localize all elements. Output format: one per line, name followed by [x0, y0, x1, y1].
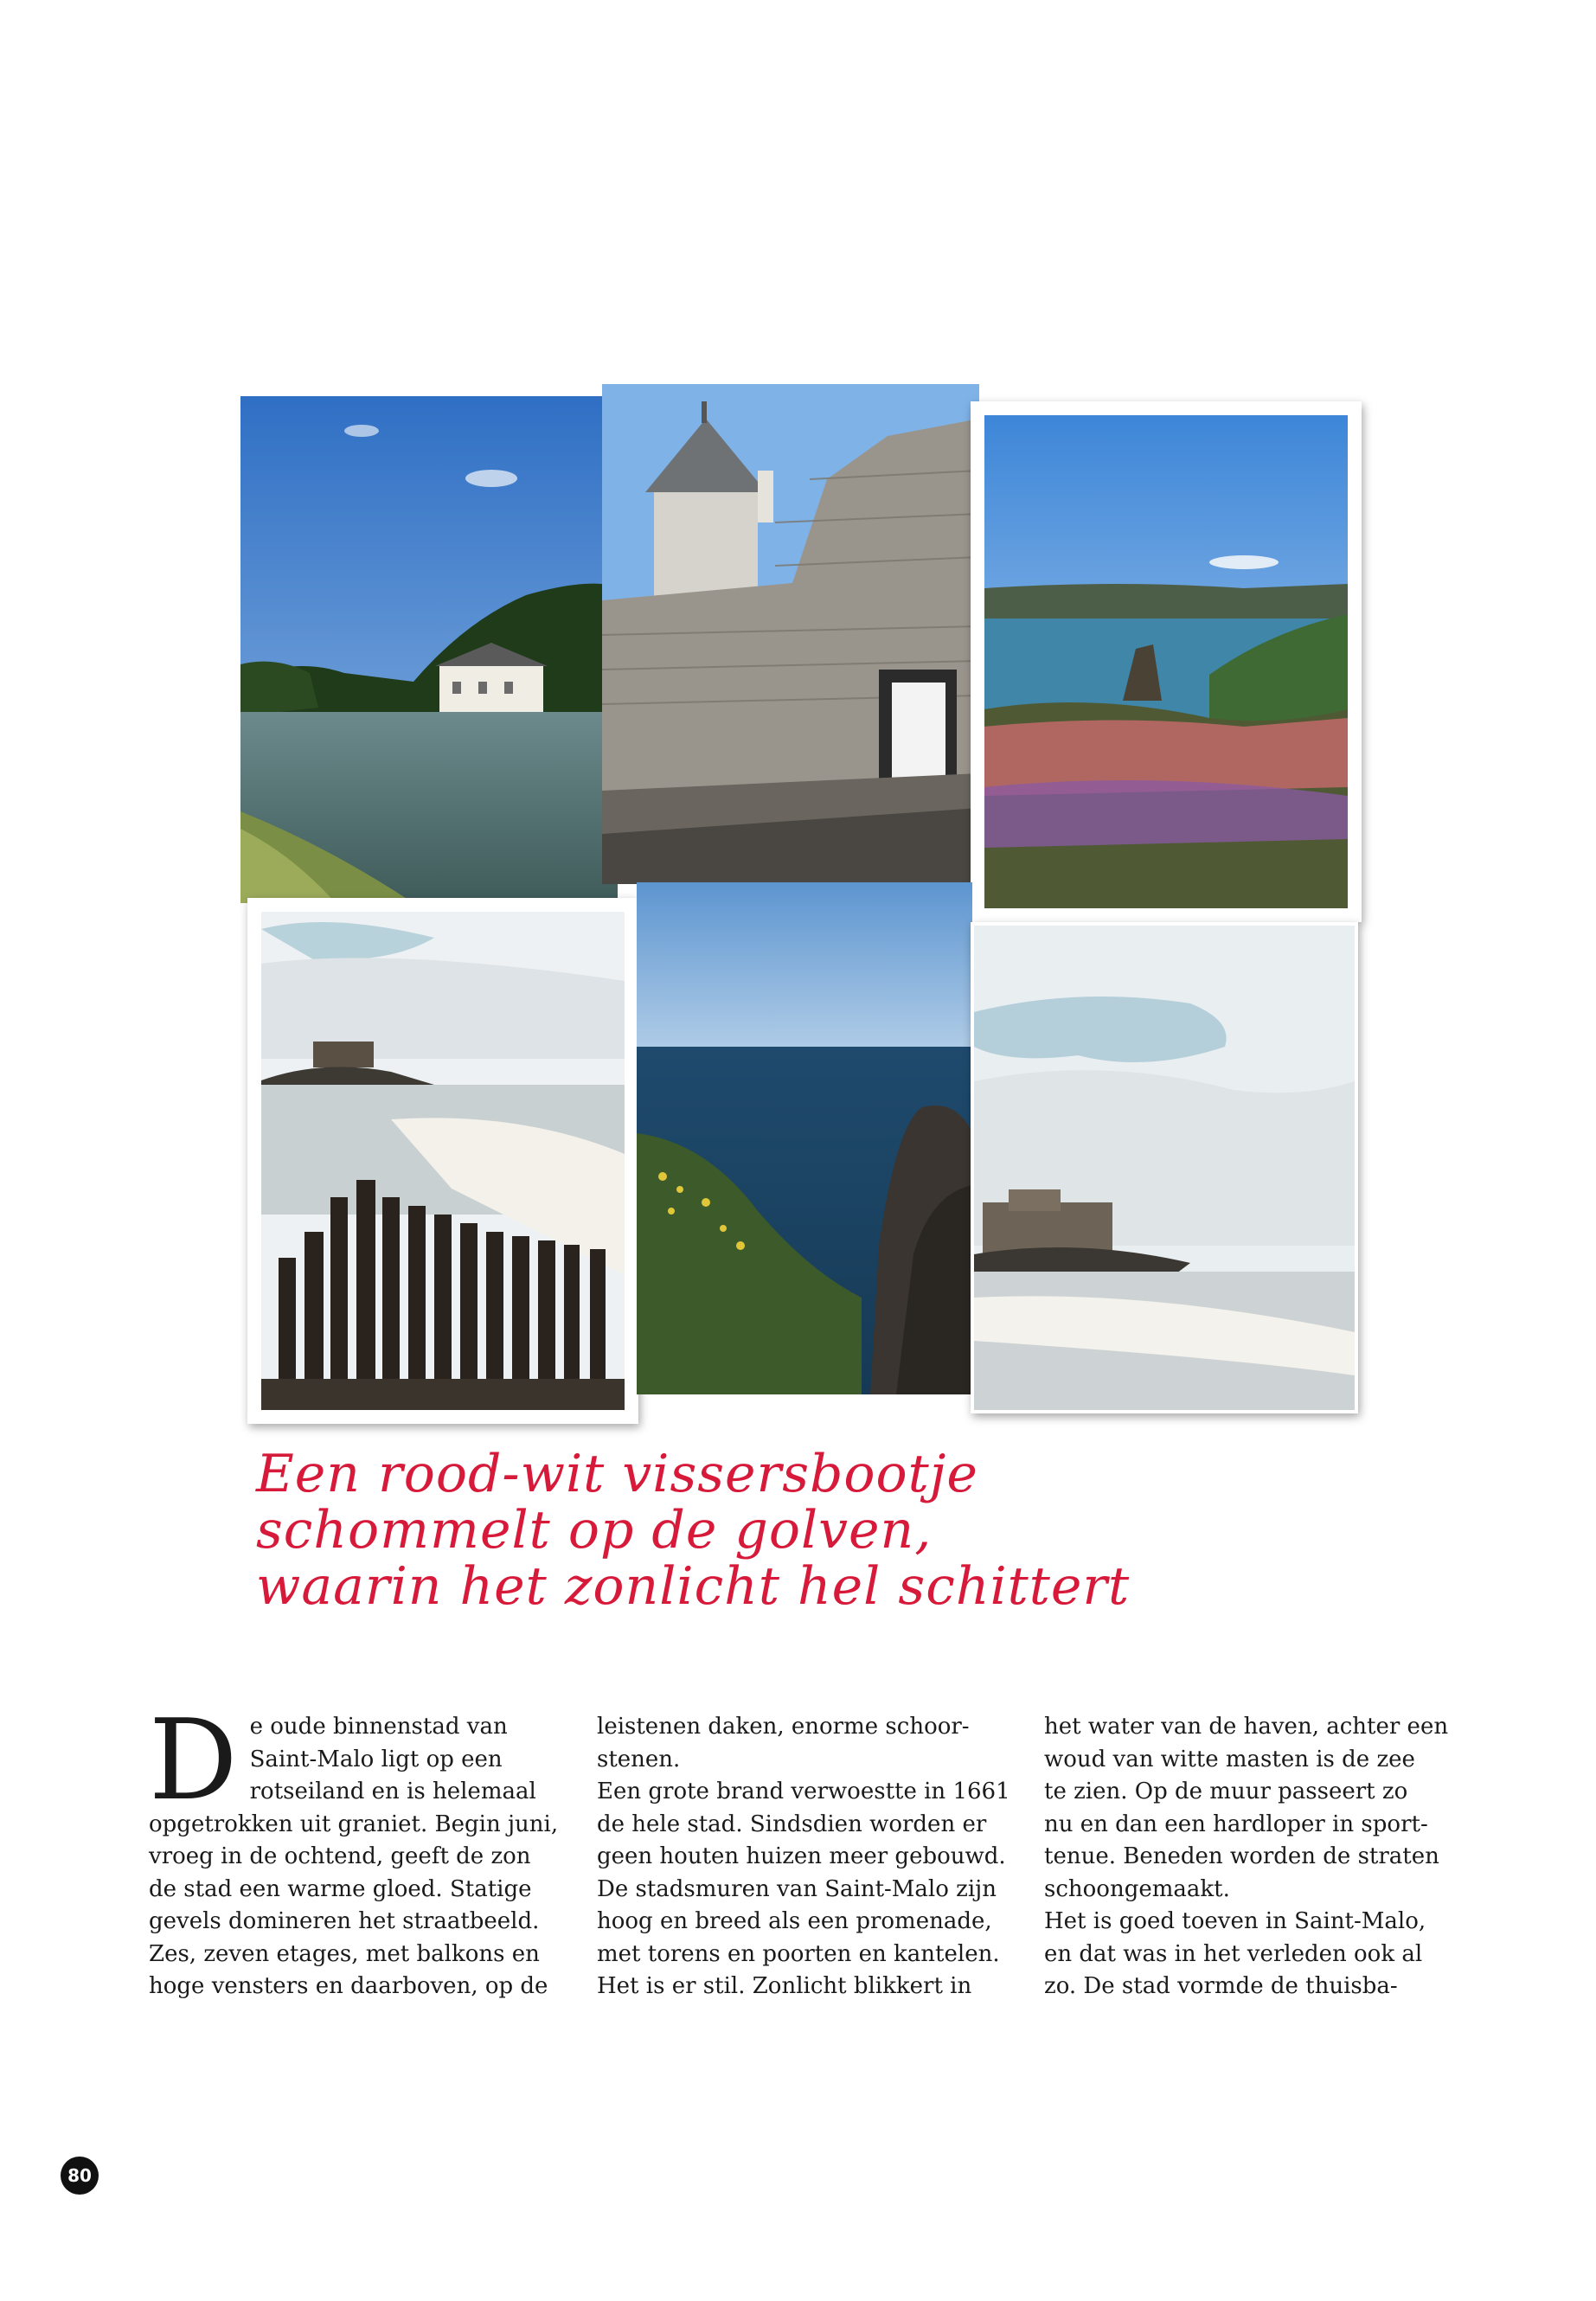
text-line: nu en dan een hardloper in sport- [1044, 1811, 1428, 1837]
photo-stone-fortress [602, 384, 979, 884]
text-line: Het is goed toeven in Saint-Malo, [1044, 1908, 1426, 1934]
drop-cap: D [149, 1696, 238, 1825]
text-line: vroeg in de ochtend, geeft de zon [149, 1843, 531, 1869]
text-line: tenue. Beneden worden de straten [1044, 1843, 1439, 1869]
river-house-photo-icon [240, 396, 618, 903]
text-line: geen houten huizen meer gebouwd. [597, 1843, 1006, 1869]
article-column-1 [149, 1696, 573, 2003]
text-line: de stad een warme gloed. Statige [149, 1875, 532, 1902]
pull-quote-line: waarin het zonlicht hel schittert [256, 1556, 1131, 1617]
photo-river-house [240, 396, 618, 903]
article-column-2 [597, 1711, 1021, 2003]
pull-quote-line: Een rood-wit vissersbootje [256, 1444, 978, 1504]
page-number: 80 [67, 2165, 92, 2186]
photo-fort-island [971, 922, 1358, 1413]
pull-quote-line: schommelt op de golven, [256, 1500, 933, 1561]
text-line: te zien. Op de muur passeert zo [1044, 1779, 1408, 1804]
bay-photo-icon [984, 415, 1348, 908]
text-line: Een grote brand verwoestte in 1661 [597, 1779, 1010, 1804]
text-line: gevels domineren het straatbeeld. [149, 1908, 540, 1934]
fortress-photo-icon [602, 384, 979, 884]
text-line: met torens en poorten en kantelen. [597, 1940, 1000, 1967]
article-column-3 [1044, 1711, 1468, 2003]
text-line: hoog en breed als een promenade, [597, 1908, 992, 1934]
text-line: rotseiland en is helemaal [249, 1779, 536, 1804]
text-line: e oude binnenstad van [249, 1714, 508, 1740]
sea-cliff-photo-icon [637, 882, 972, 1394]
text-line: zo. De stad vormde de thuisba- [1044, 1973, 1398, 1999]
photo-beach-breakwater [247, 898, 638, 1424]
text-line: de hele stad. Sindsdien worden er [597, 1811, 987, 1837]
text-line: stenen. [597, 1746, 681, 1772]
photo-coastal-bay [971, 401, 1362, 922]
text-line: Saint-Malo ligt op een [249, 1746, 503, 1772]
fort-island-photo-icon [974, 926, 1355, 1410]
text-line: leistenen daken, enorme schoor- [597, 1714, 970, 1740]
breakwater-photo-icon [261, 912, 625, 1410]
text-line: en dat was in het verleden ook al [1044, 1940, 1423, 1967]
pull-quote [256, 1444, 1131, 1617]
text-line: het water van de haven, achter een [1044, 1714, 1449, 1740]
photo-sea-cliff [637, 882, 972, 1394]
text-line: Zes, zeven etages, met balkons en [149, 1940, 540, 1967]
text-line: schoongemaakt. [1044, 1875, 1230, 1902]
text-line: hoge vensters en daarboven, op de [149, 1973, 548, 1999]
page-number-badge [61, 2157, 99, 2195]
text-line: Het is er stil. Zonlicht blikkert in [597, 1973, 972, 1999]
text-line: De stadsmuren van Saint-Malo zijn [597, 1875, 997, 1902]
text-line: opgetrokken uit graniet. Begin juni, [149, 1811, 559, 1837]
text-line: woud van witte masten is de zee [1044, 1746, 1415, 1772]
